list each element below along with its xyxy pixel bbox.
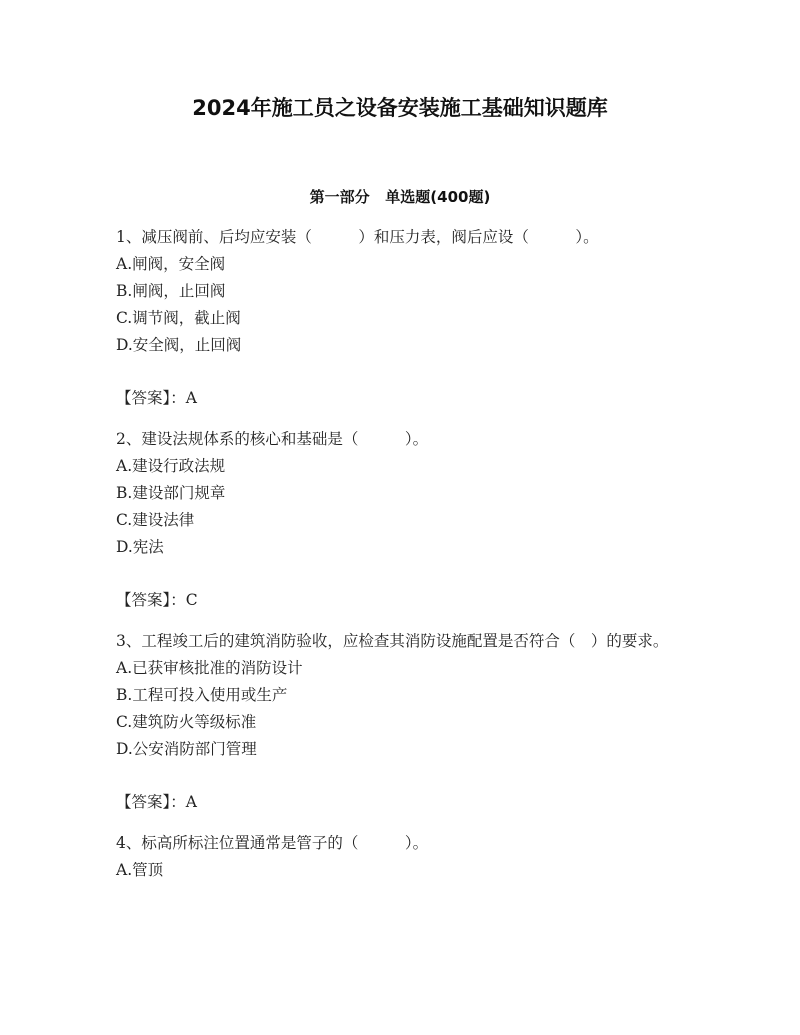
section-heading: 第一部分 单选题(400题): [309, 188, 491, 206]
option-b: B.闸阀，止回阀: [116, 282, 226, 300]
answer-line: 【答案】：A: [116, 793, 197, 811]
option-a: A.已获审核批准的消防设计: [116, 659, 303, 677]
question-stem: 3、工程竣工后的建筑消防验收，应检查其消防设施配置是否符合（ ）的要求。: [116, 632, 669, 650]
option-c: C.建筑防火等级标准: [116, 713, 257, 731]
option-a: A.建设行政法规: [116, 457, 226, 475]
option-d: D.宪法: [116, 538, 164, 556]
question-stem: 1、减压阀前、后均应安装（ ）和压力表，阀后应设（ ）。: [116, 228, 599, 246]
option-c: C.调节阀，截止阀: [116, 309, 241, 327]
option-c: C.建设法律: [116, 511, 195, 529]
answer-line: 【答案】：A: [116, 389, 197, 407]
option-b: B.建设部门规章: [116, 484, 226, 502]
question-stem: 2、建设法规体系的核心和基础是（ ）。: [116, 430, 429, 448]
option-d: D.公安消防部门管理: [116, 740, 257, 758]
question-item: [116, 426, 676, 614]
option-b: B.工程可投入使用或生产: [116, 686, 288, 704]
option-a: A.管顶: [116, 861, 164, 879]
document-title: 2024年施工员之设备安装施工基础知识题库: [192, 96, 608, 120]
question-item: [116, 224, 676, 412]
option-a: A.闸阀，安全阀: [116, 255, 226, 273]
question-item: [116, 628, 676, 816]
option-d: D.安全阀，止回阀: [116, 336, 242, 354]
question-item: [116, 830, 676, 884]
answer-line: 【答案】：C: [116, 591, 198, 609]
question-list: [116, 224, 676, 884]
question-stem: 4、标高所标注位置通常是管子的（ ）。: [116, 834, 429, 852]
